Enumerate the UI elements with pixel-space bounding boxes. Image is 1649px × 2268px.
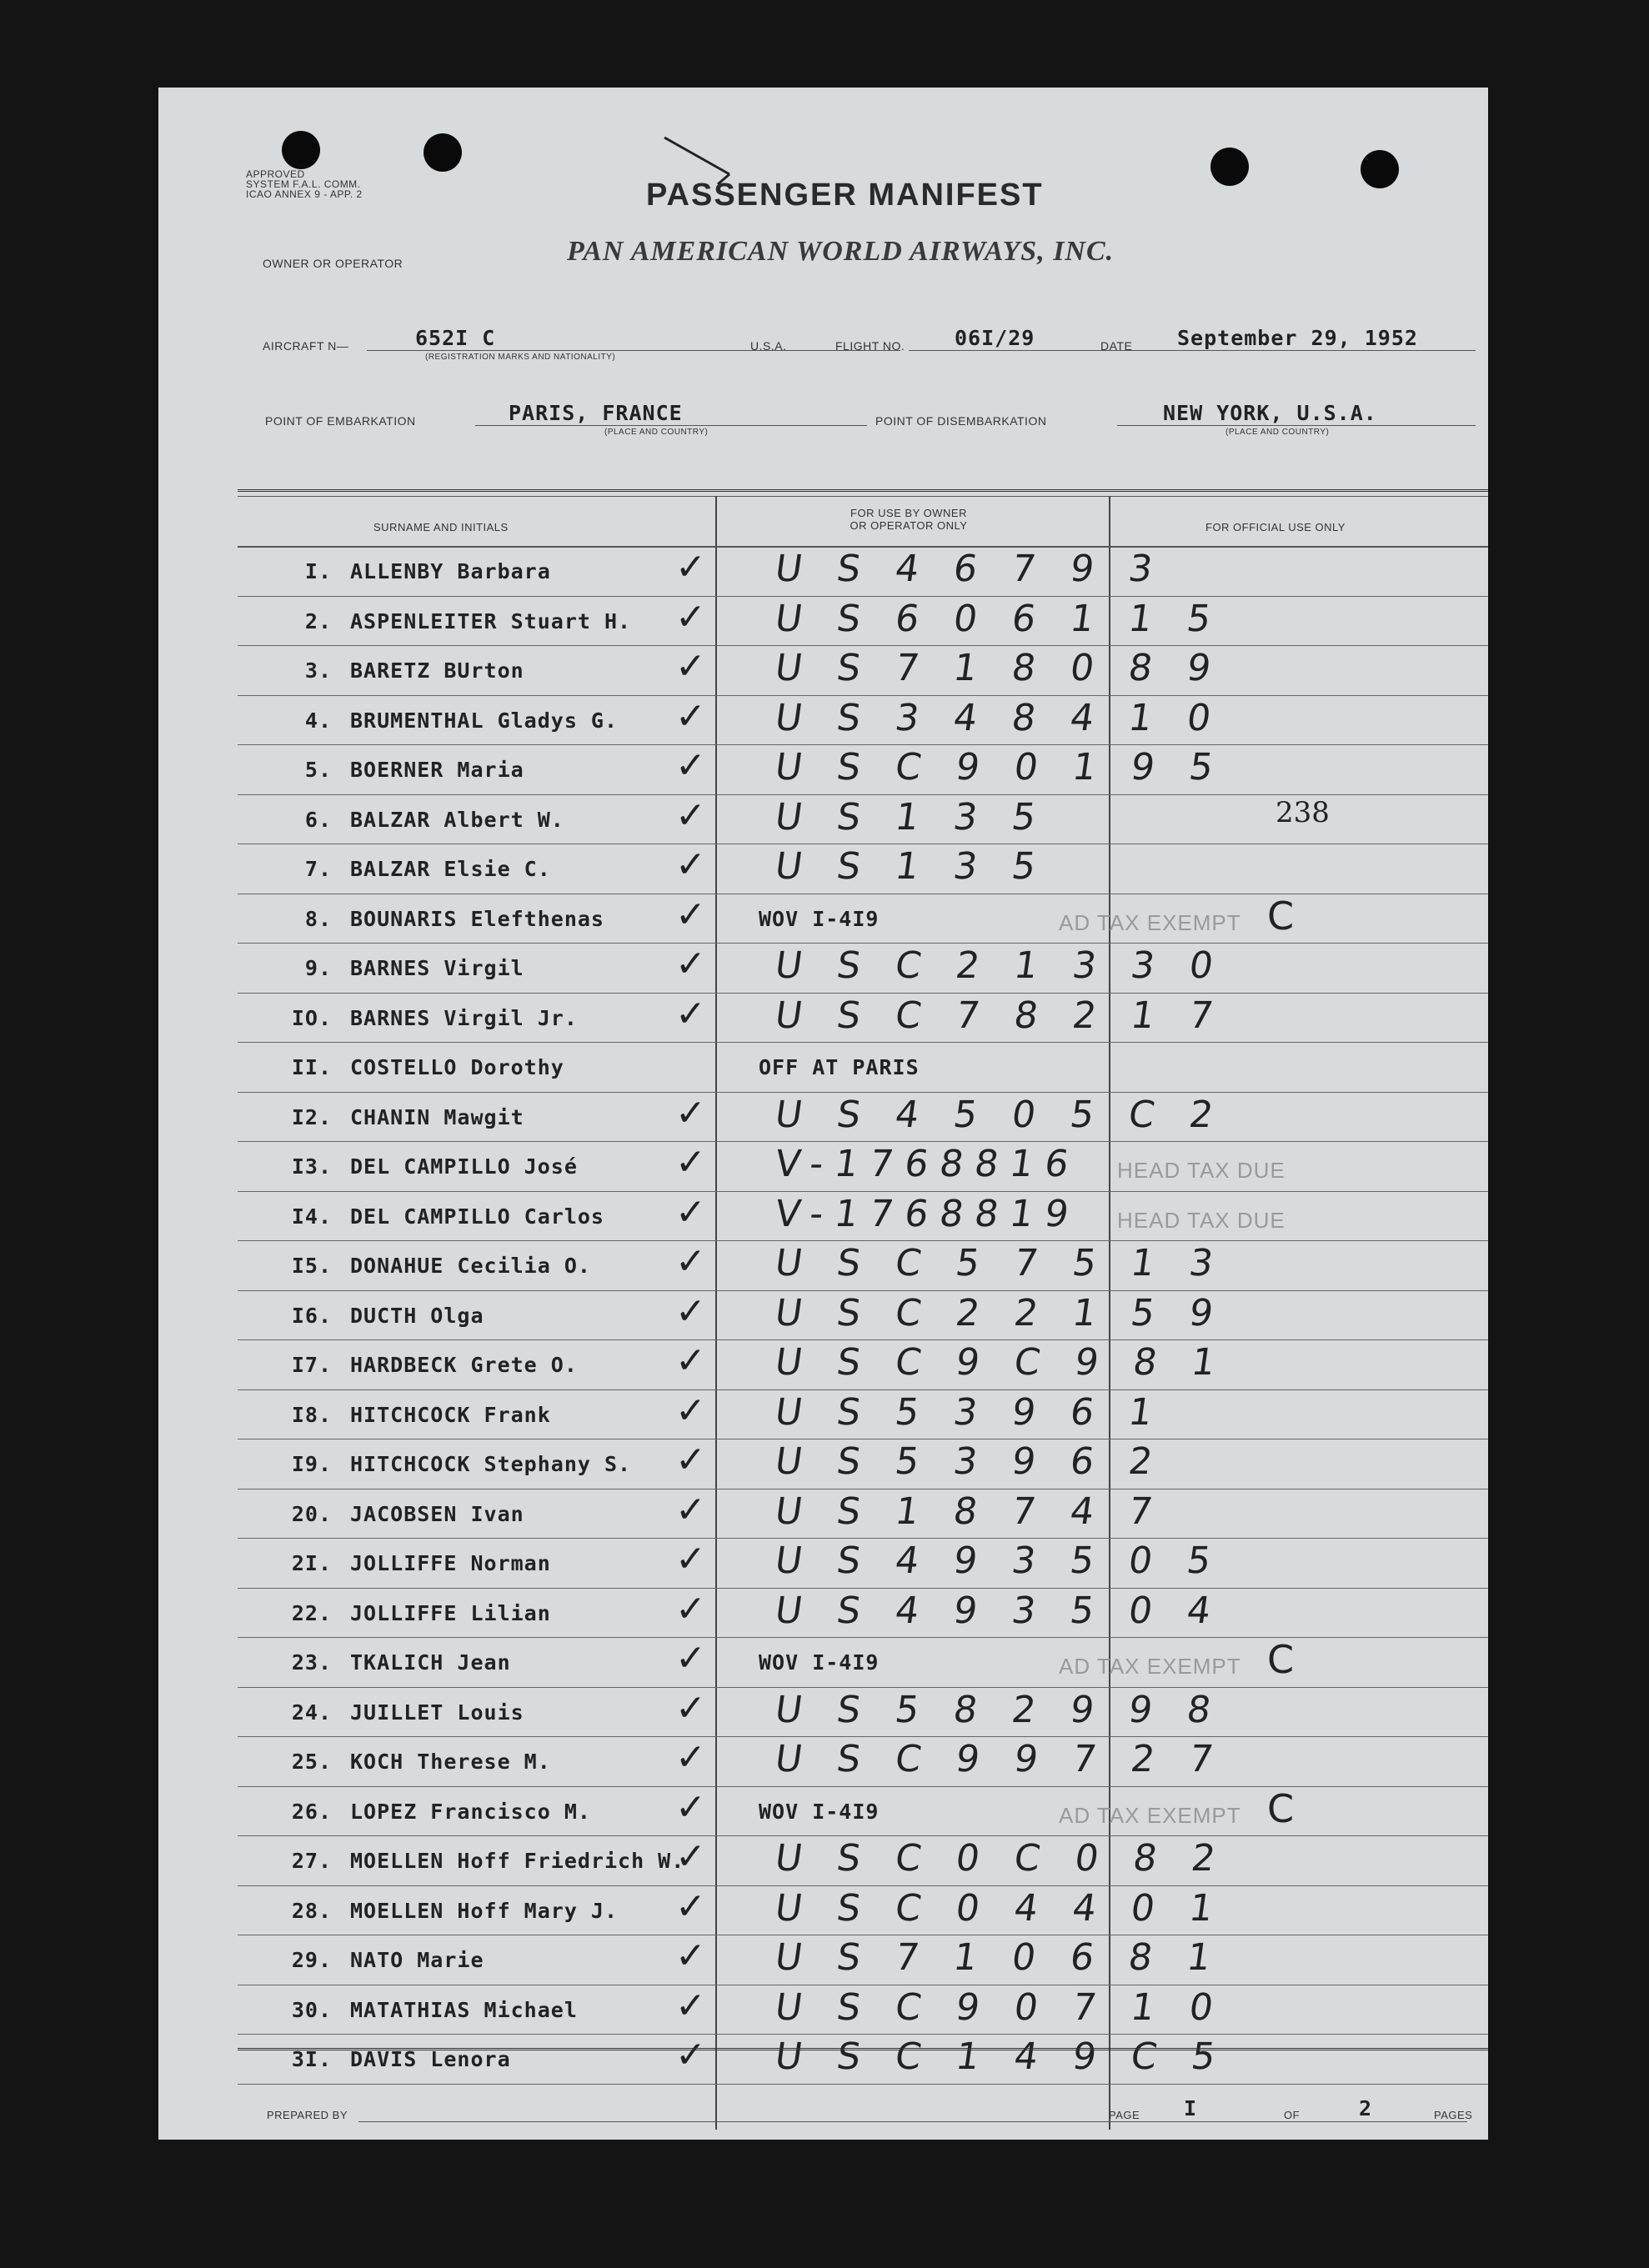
document-number: U S 1 3 5 [772, 795, 1050, 839]
document-number: U S 7 1 0 6 8 1 [772, 1936, 1225, 1979]
document-number: U S 4 9 3 5 0 5 [772, 1540, 1225, 1582]
table-row [158, 595, 1488, 646]
passenger-name: JOLLIFFE Lilian [350, 1600, 551, 1625]
row-number: 6. [304, 807, 332, 832]
document-number: U S 1 3 5 [772, 845, 1050, 888]
passenger-name: DAVIS Lenora [350, 2047, 511, 2071]
document-number: U S 3 4 8 4 1 0 [772, 696, 1225, 739]
checkmark-icon: ✓ [675, 1686, 706, 1730]
document-number: WOV I-4I9 [759, 1650, 880, 1675]
table-row [158, 1587, 1488, 1638]
passenger-name: BALZAR Elsie C. [350, 857, 551, 881]
row-number: 5. [304, 758, 332, 782]
checkmark-icon: ✓ [675, 744, 706, 787]
row-rule [238, 744, 1488, 745]
table-row [158, 694, 1488, 745]
column-header-owner: FOR USE BY OWNER OR OPERATOR ONLY [850, 507, 968, 532]
passenger-name: KOCH Therese M. [350, 1750, 551, 1774]
row-number: I5. [291, 1254, 332, 1278]
table-row [158, 1936, 1488, 1985]
passenger-name: DEL CAMPILLO José [350, 1154, 578, 1179]
row-rule [238, 1885, 1488, 1886]
checkmark-icon: ✓ [675, 1439, 706, 1481]
row-rule [238, 1588, 1488, 1589]
table-row [158, 1289, 1488, 1340]
checkmark-icon: ✓ [675, 1289, 706, 1333]
table-row [158, 895, 1488, 944]
document-number: U S 5 3 9 6 2 [772, 1440, 1167, 1483]
table-row [158, 1738, 1488, 1786]
row-number: 22. [291, 1600, 332, 1625]
table-row [158, 1986, 1488, 2035]
row-number: 25. [291, 1750, 332, 1774]
row-rule [238, 695, 1488, 696]
document-number: U S 6 0 6 1 1 5 [772, 597, 1225, 640]
checkmark-icon: ✓ [675, 1835, 706, 1878]
row-rule [238, 993, 1488, 994]
passenger-name: JACOBSEN Ivan [350, 1501, 524, 1526]
approved-note: APPROVED SYSTEM F.A.L. COMM. ICAO ANNEX 9 - APP. 2 [246, 168, 363, 200]
handwritten-c-mark: C [1267, 893, 1295, 939]
of-value: 2 [1359, 2096, 1373, 2120]
table-row [158, 1887, 1488, 1935]
document-number: V-1768819 [772, 1192, 1083, 1235]
table-row [158, 1091, 1488, 1142]
head-tax-stamp: AD TAX EXEMPT [1059, 1654, 1241, 1679]
table-row [158, 994, 1488, 1043]
row-number: IO. [291, 1005, 332, 1030]
document-number: WOV I-4I9 [759, 1799, 880, 1824]
table-row [158, 1837, 1488, 1885]
row-number: I6. [291, 1303, 332, 1328]
page-label: PAGE [1109, 2109, 1140, 2121]
passenger-name: MOELLEN Hoff Friedrich W. [350, 1849, 685, 1873]
row-rule [238, 2034, 1488, 2035]
prepared-underline [358, 2121, 1150, 2122]
row-rule [238, 1736, 1488, 1737]
owner-label: OWNER OR OPERATOR [263, 257, 403, 270]
column-header-names: SURNAME AND INITIALS [373, 521, 509, 533]
page-underline [1150, 2121, 1467, 2122]
embark-underline [475, 425, 867, 426]
passenger-name: BOUNARIS Elefthenas [350, 906, 604, 931]
disembark-caption: (PLACE AND COUNTRY) [1225, 428, 1330, 437]
table-row [158, 1044, 1488, 1092]
table-row [158, 1686, 1488, 1737]
company-name: PAN AMERICAN WORLD AIRWAYS, INC. [567, 236, 1115, 267]
aircraft-label: AIRCRAFT N— [263, 339, 349, 353]
page-title: PASSENGER MANIFEST [646, 178, 1044, 213]
manifest-sheet [158, 88, 1488, 2140]
table-row [158, 1341, 1488, 1389]
table-row [158, 1490, 1488, 1539]
table-row [158, 944, 1488, 993]
row-number: I2. [291, 1104, 332, 1129]
row-rule [238, 1637, 1488, 1638]
checkmark-icon: ✓ [675, 546, 706, 588]
document-number: U S C 2 1 3 3 0 [772, 944, 1228, 987]
table-row [158, 845, 1488, 894]
row-number: I. [304, 559, 332, 583]
document-number: U S C 9 9 7 2 7 [772, 1738, 1228, 1780]
date-underline [1142, 350, 1476, 351]
document-number: OFF AT PARIS [759, 1055, 920, 1079]
handwritten-c-mark: C [1267, 1637, 1295, 1682]
row-number: 3I. [291, 2047, 332, 2071]
passenger-name: TKALICH Jean [350, 1650, 511, 1675]
punch-hole [424, 133, 462, 172]
passenger-name: ASPENLEITER Stuart H. [350, 608, 632, 633]
punch-hole [282, 131, 320, 169]
document-number: WOV I-4I9 [759, 906, 880, 931]
checkmark-icon: ✓ [675, 1885, 706, 1928]
document-number: U S 4 5 0 5 C 2 [772, 1093, 1228, 1136]
head-tax-stamp: HEAD TAX DUE [1117, 1158, 1286, 1183]
document-number: U S C 9 0 7 1 0 [772, 1985, 1228, 2029]
row-number: II. [291, 1055, 332, 1079]
checkmark-icon: ✓ [675, 1091, 706, 1134]
row-number: 23. [291, 1650, 332, 1675]
passenger-name: COSTELLO Dorothy [350, 1055, 564, 1079]
row-number: 20. [291, 1501, 332, 1526]
passenger-name: DUCTH Olga [350, 1303, 484, 1328]
document-number: U S C 2 2 1 5 9 [772, 1291, 1228, 1334]
table-row [158, 1440, 1488, 1489]
passenger-name: DEL CAMPILLO Carlos [350, 1204, 604, 1229]
row-rule [238, 596, 1488, 597]
document-number: U S C 9 C 9 8 1 [772, 1341, 1230, 1384]
row-rule [238, 1042, 1488, 1043]
checkmark-icon: ✓ [675, 1587, 706, 1630]
usa-label: U.S.A. [750, 339, 787, 353]
passenger-name: BARETZ BUrton [350, 658, 524, 683]
checkmark-icon: ✓ [675, 645, 706, 688]
row-rule [238, 794, 1488, 795]
passenger-name: LOPEZ Francisco M. [350, 1799, 591, 1824]
page-value: I [1184, 2096, 1198, 2120]
checkmark-icon: ✓ [675, 1785, 706, 1829]
checkmark-icon: ✓ [675, 694, 706, 738]
passenger-name: HITCHCOCK Frank [350, 1402, 551, 1427]
row-number: 2I. [291, 1551, 332, 1575]
checkmark-icon: ✓ [675, 1141, 706, 1184]
registration-caption: (REGISTRATION MARKS AND NATIONALITY) [425, 353, 616, 362]
checkmark-icon: ✓ [675, 943, 706, 985]
checkmark-icon: ✓ [675, 1935, 706, 1977]
head-tax-stamp: AD TAX EXEMPT [1059, 909, 1241, 935]
passenger-name: BARNES Virgil [350, 956, 524, 980]
checkmark-icon: ✓ [675, 1488, 706, 1531]
checkmark-icon: ✓ [675, 1339, 706, 1382]
row-number: 28. [291, 1898, 332, 1923]
checkmark-icon: ✓ [675, 1984, 706, 2027]
passenger-name: MOELLEN Hoff Mary J. [350, 1898, 619, 1923]
row-rule [238, 1339, 1488, 1340]
checkmark-icon: ✓ [675, 844, 706, 886]
official-note: 238 [1276, 795, 1330, 829]
table-top-rule-2 [238, 496, 1488, 497]
table-row [158, 1540, 1488, 1588]
row-number: 7. [304, 857, 332, 881]
document-number: U S 4 9 3 5 0 4 [772, 1589, 1225, 1632]
checkmark-icon: ✓ [675, 794, 706, 837]
disembark-value: NEW YORK, U.S.A. [1163, 401, 1377, 425]
passenger-name: HARDBECK Grete O. [350, 1353, 578, 1377]
row-rule [238, 1538, 1488, 1539]
row-rule [238, 943, 1488, 944]
row-number: 27. [291, 1849, 332, 1873]
passenger-name: BOERNER Maria [350, 758, 524, 782]
row-rule [238, 1290, 1488, 1291]
checkmark-icon: ✓ [675, 1389, 706, 1432]
passenger-name: JOLLIFFE Norman [350, 1551, 551, 1575]
embark-caption: (PLACE AND COUNTRY) [604, 428, 709, 437]
checkmark-icon: ✓ [675, 595, 706, 638]
row-number: 8. [304, 906, 332, 931]
document-number: U S C 5 7 5 1 3 [772, 1242, 1228, 1284]
document-number: U S 5 8 2 9 9 8 [772, 1688, 1225, 1731]
embark-value: PARIS, FRANCE [509, 401, 683, 425]
punch-hole [1361, 150, 1399, 188]
row-number: I3. [291, 1154, 332, 1179]
table-row [158, 1391, 1488, 1439]
passenger-name: NATO Marie [350, 1948, 484, 1972]
row-number: 30. [291, 1997, 332, 2022]
prepared-label: PREPARED BY [267, 2109, 348, 2121]
passenger-name: BRUMENTHAL Gladys G. [350, 708, 619, 733]
row-rule [238, 1092, 1488, 1093]
disembark-label: POINT OF DISEMBARKATION [875, 414, 1047, 428]
table-row [158, 1639, 1488, 1687]
document-number: U S 4 6 7 9 3 [772, 548, 1167, 590]
document-number: U S C 1 4 9 C 5 [772, 2035, 1230, 2078]
pages-label: PAGES [1434, 2109, 1473, 2121]
checkmark-icon: ✓ [675, 2034, 706, 2076]
row-number: 9. [304, 956, 332, 980]
table-row [158, 1143, 1488, 1191]
date-value: September 29, 1952 [1177, 326, 1418, 350]
document-number: U S C 0 C 0 8 2 [772, 1837, 1230, 1880]
column-header-official: FOR OFFICIAL USE ONLY [1205, 521, 1346, 533]
passenger-name: JUILLET Louis [350, 1700, 524, 1725]
checkmark-icon: ✓ [675, 992, 706, 1035]
row-rule [238, 1240, 1488, 1241]
document-number: V-1768816 [772, 1143, 1083, 1185]
punch-hole [1210, 148, 1249, 186]
document-number: U S C 7 8 2 1 7 [772, 994, 1228, 1037]
checkmark-icon: ✓ [675, 893, 706, 936]
table-row [158, 746, 1488, 794]
row-rule [238, 1191, 1488, 1192]
head-tax-stamp: AD TAX EXEMPT [1059, 1802, 1241, 1828]
table-top-rule [238, 489, 1488, 492]
table-row [158, 548, 1488, 596]
row-rule [238, 1835, 1488, 1836]
row-number: I4. [291, 1204, 332, 1229]
embark-label: POINT OF EMBARKATION [265, 414, 416, 428]
row-number: 4. [304, 708, 332, 733]
table-row [158, 2035, 1488, 2084]
checkmark-icon: ✓ [675, 1736, 706, 1779]
row-number: 3. [304, 658, 332, 683]
checkmark-icon: ✓ [675, 1538, 706, 1580]
date-label: DATE [1100, 339, 1133, 353]
document-number: U S 1 8 7 4 7 [772, 1489, 1167, 1533]
flight-value: 06I/29 [955, 326, 1035, 350]
handwritten-c-mark: C [1267, 1785, 1295, 1831]
checkmark-icon: ✓ [675, 1240, 706, 1283]
row-number: 26. [291, 1799, 332, 1824]
row-number: I7. [291, 1353, 332, 1377]
table-row [158, 796, 1488, 844]
checkmark-icon: ✓ [675, 1190, 706, 1234]
row-number: 29. [291, 1948, 332, 1972]
disembark-underline [1117, 425, 1476, 426]
table-row [158, 647, 1488, 695]
row-rule [238, 1389, 1488, 1390]
row-number: 24. [291, 1700, 332, 1725]
row-number: I8. [291, 1402, 332, 1427]
passenger-name: CHANIN Mawgit [350, 1104, 524, 1129]
row-rule [238, 1687, 1488, 1688]
row-number: 2. [304, 608, 332, 633]
of-label: OF [1284, 2109, 1301, 2121]
passenger-name: BALZAR Albert W. [350, 807, 564, 832]
row-number: I9. [291, 1452, 332, 1476]
aircraft-value: 652I C [415, 326, 496, 350]
document-number: U S 7 1 8 0 8 9 [772, 647, 1225, 689]
passenger-name: HITCHCOCK Stephany S. [350, 1452, 632, 1476]
flight-label: FLIGHT NO. [835, 339, 905, 353]
passenger-name: BARNES Virgil Jr. [350, 1005, 578, 1030]
footer-rule [238, 2048, 1488, 2050]
aircraft-underline [367, 350, 900, 351]
passenger-name: ALLENBY Barbara [350, 559, 551, 583]
table-row [158, 1242, 1488, 1290]
table-row [158, 1190, 1488, 1241]
document-number: U S C 9 0 1 9 5 [772, 746, 1228, 789]
document-number: U S 5 3 9 6 1 [772, 1390, 1167, 1434]
row-rule [238, 1141, 1488, 1142]
row-rule [238, 1786, 1488, 1787]
checkmark-icon: ✓ [675, 1637, 706, 1680]
table-row [158, 1785, 1488, 1836]
passenger-name: DONAHUE Cecilia O. [350, 1254, 591, 1278]
row-rule [238, 2084, 1488, 2085]
passenger-name: MATATHIAS Michael [350, 1997, 578, 2022]
head-tax-stamp: HEAD TAX DUE [1117, 1207, 1286, 1233]
row-rule [238, 645, 1488, 646]
document-number: U S C 0 4 4 0 1 [772, 1886, 1228, 1930]
